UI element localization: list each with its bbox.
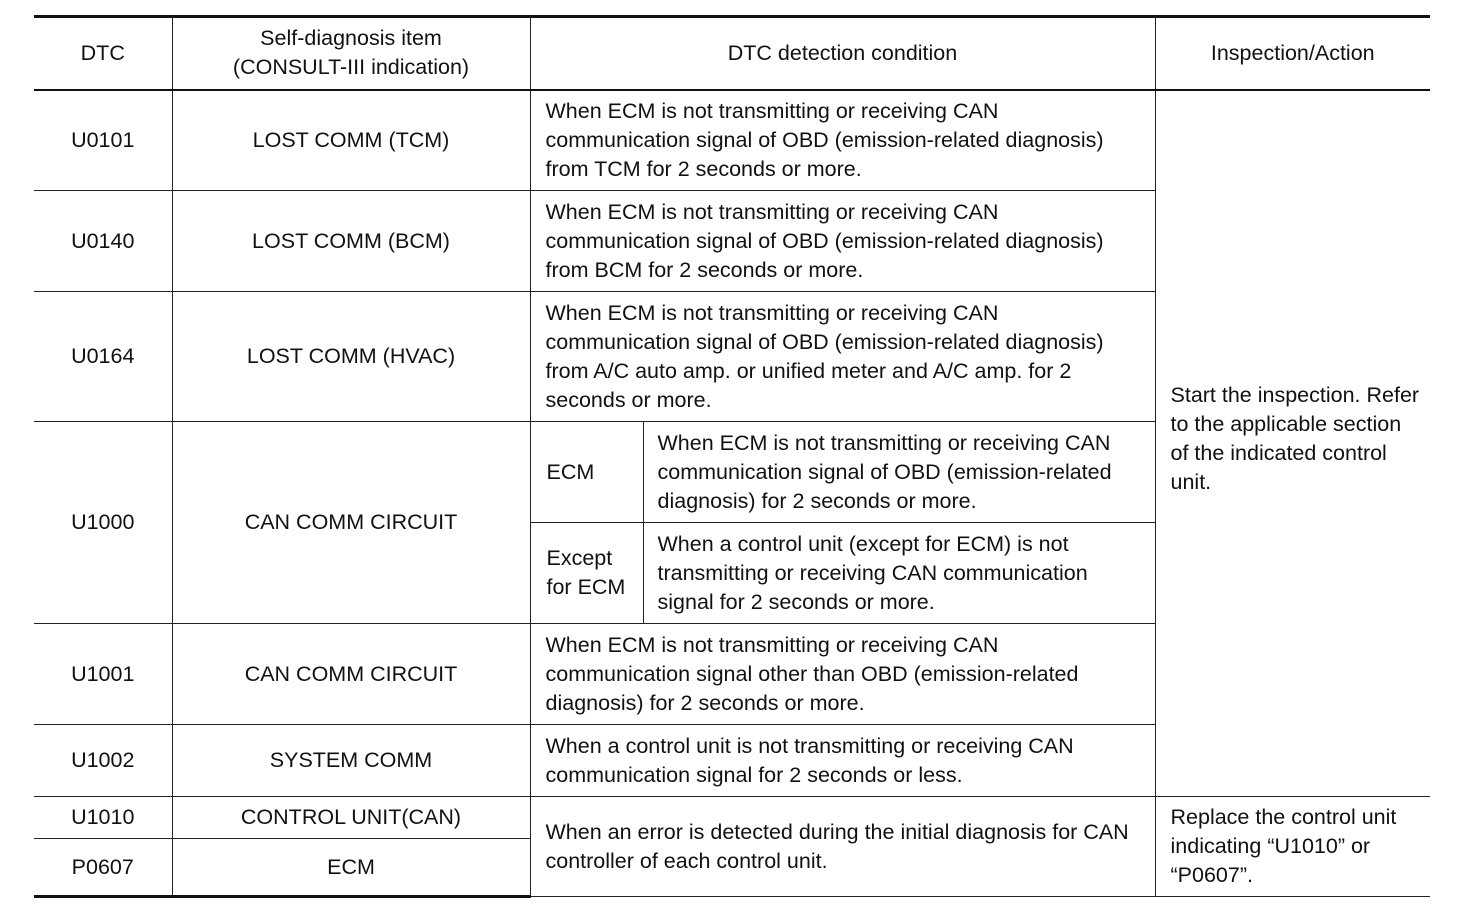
dtc-code: U1001 <box>34 624 172 725</box>
detection-condition: When ECM is not transmitting or receiving CAN communication signal of OBD (emission-related diagnosis) from A/C auto amp. or unified meter and A/C amp. for 2 seconds or more. <box>530 292 1155 422</box>
detection-condition: When ECM is not transmitting or receiving CAN communication signal other than OBD (emission-related diagnosis) for 2 seconds or more. <box>530 624 1155 725</box>
header-inspection-action: Inspection/Action <box>1155 17 1430 90</box>
detection-condition: When a control unit is not transmitting or receiving CAN communication signal for 2 seconds or less. <box>530 725 1155 797</box>
header-self-diagnosis-item <box>172 17 530 90</box>
inspection-action-replace: Replace the control unit indicating “U1010” or “P0607”. <box>1155 797 1430 897</box>
detection-condition: When a control unit (except for ECM) is not transmitting or receiving CAN communication signal for 2 seconds or more. <box>643 523 1155 624</box>
detection-condition: When ECM is not transmitting or receiving CAN communication signal of OBD (emission-related diagnosis) from BCM for 2 seconds or more. <box>530 191 1155 292</box>
dtc-code: U0101 <box>34 90 172 191</box>
diagnosis-item: SYSTEM COMM <box>172 725 530 797</box>
sub-unit-label: Except for ECM <box>530 523 643 624</box>
diagnosis-item: ECM <box>172 839 530 897</box>
diagnosis-item: CAN COMM CIRCUIT <box>172 422 530 624</box>
dtc-code: U1002 <box>34 725 172 797</box>
inspection-action-general: Start the inspection. Refer to the applicable section of the indicated control unit. <box>1155 90 1430 797</box>
header-detection-condition: DTC detection condition <box>530 17 1155 90</box>
header-self-diagnosis-line2: (CONSULT-III indication) <box>232 55 470 80</box>
diagnosis-item: LOST COMM (BCM) <box>172 191 530 292</box>
dtc-code: U1000 <box>34 422 172 624</box>
diagnosis-item: LOST COMM (TCM) <box>172 90 530 191</box>
dtc-table <box>34 15 1430 898</box>
dtc-code: U1010 <box>34 797 172 839</box>
header-self-diagnosis-line1: Self-diagnosis item <box>260 26 442 51</box>
sub-unit-label: ECM <box>530 422 643 523</box>
diagnosis-item: LOST COMM (HVAC) <box>172 292 530 422</box>
diagnosis-item: CONTROL UNIT(CAN) <box>172 797 530 839</box>
detection-condition: When ECM is not transmitting or receiving CAN communication signal of OBD (emission-related diagnosis) from TCM for 2 seconds or more. <box>530 90 1155 191</box>
detection-condition-shared: When an error is detected during the initial diagnosis for CAN controller of each control unit. <box>530 797 1155 897</box>
table-header-row <box>34 17 1430 90</box>
table-row <box>34 90 1430 191</box>
header-dtc: DTC <box>34 17 172 90</box>
dtc-code: P0607 <box>34 839 172 897</box>
dtc-code: U0164 <box>34 292 172 422</box>
diagnosis-item: CAN COMM CIRCUIT <box>172 624 530 725</box>
table-row <box>34 797 1430 839</box>
dtc-code: U0140 <box>34 191 172 292</box>
detection-condition: When ECM is not transmitting or receiving CAN communication signal of OBD (emission-related diagnosis) for 2 seconds or more. <box>643 422 1155 523</box>
